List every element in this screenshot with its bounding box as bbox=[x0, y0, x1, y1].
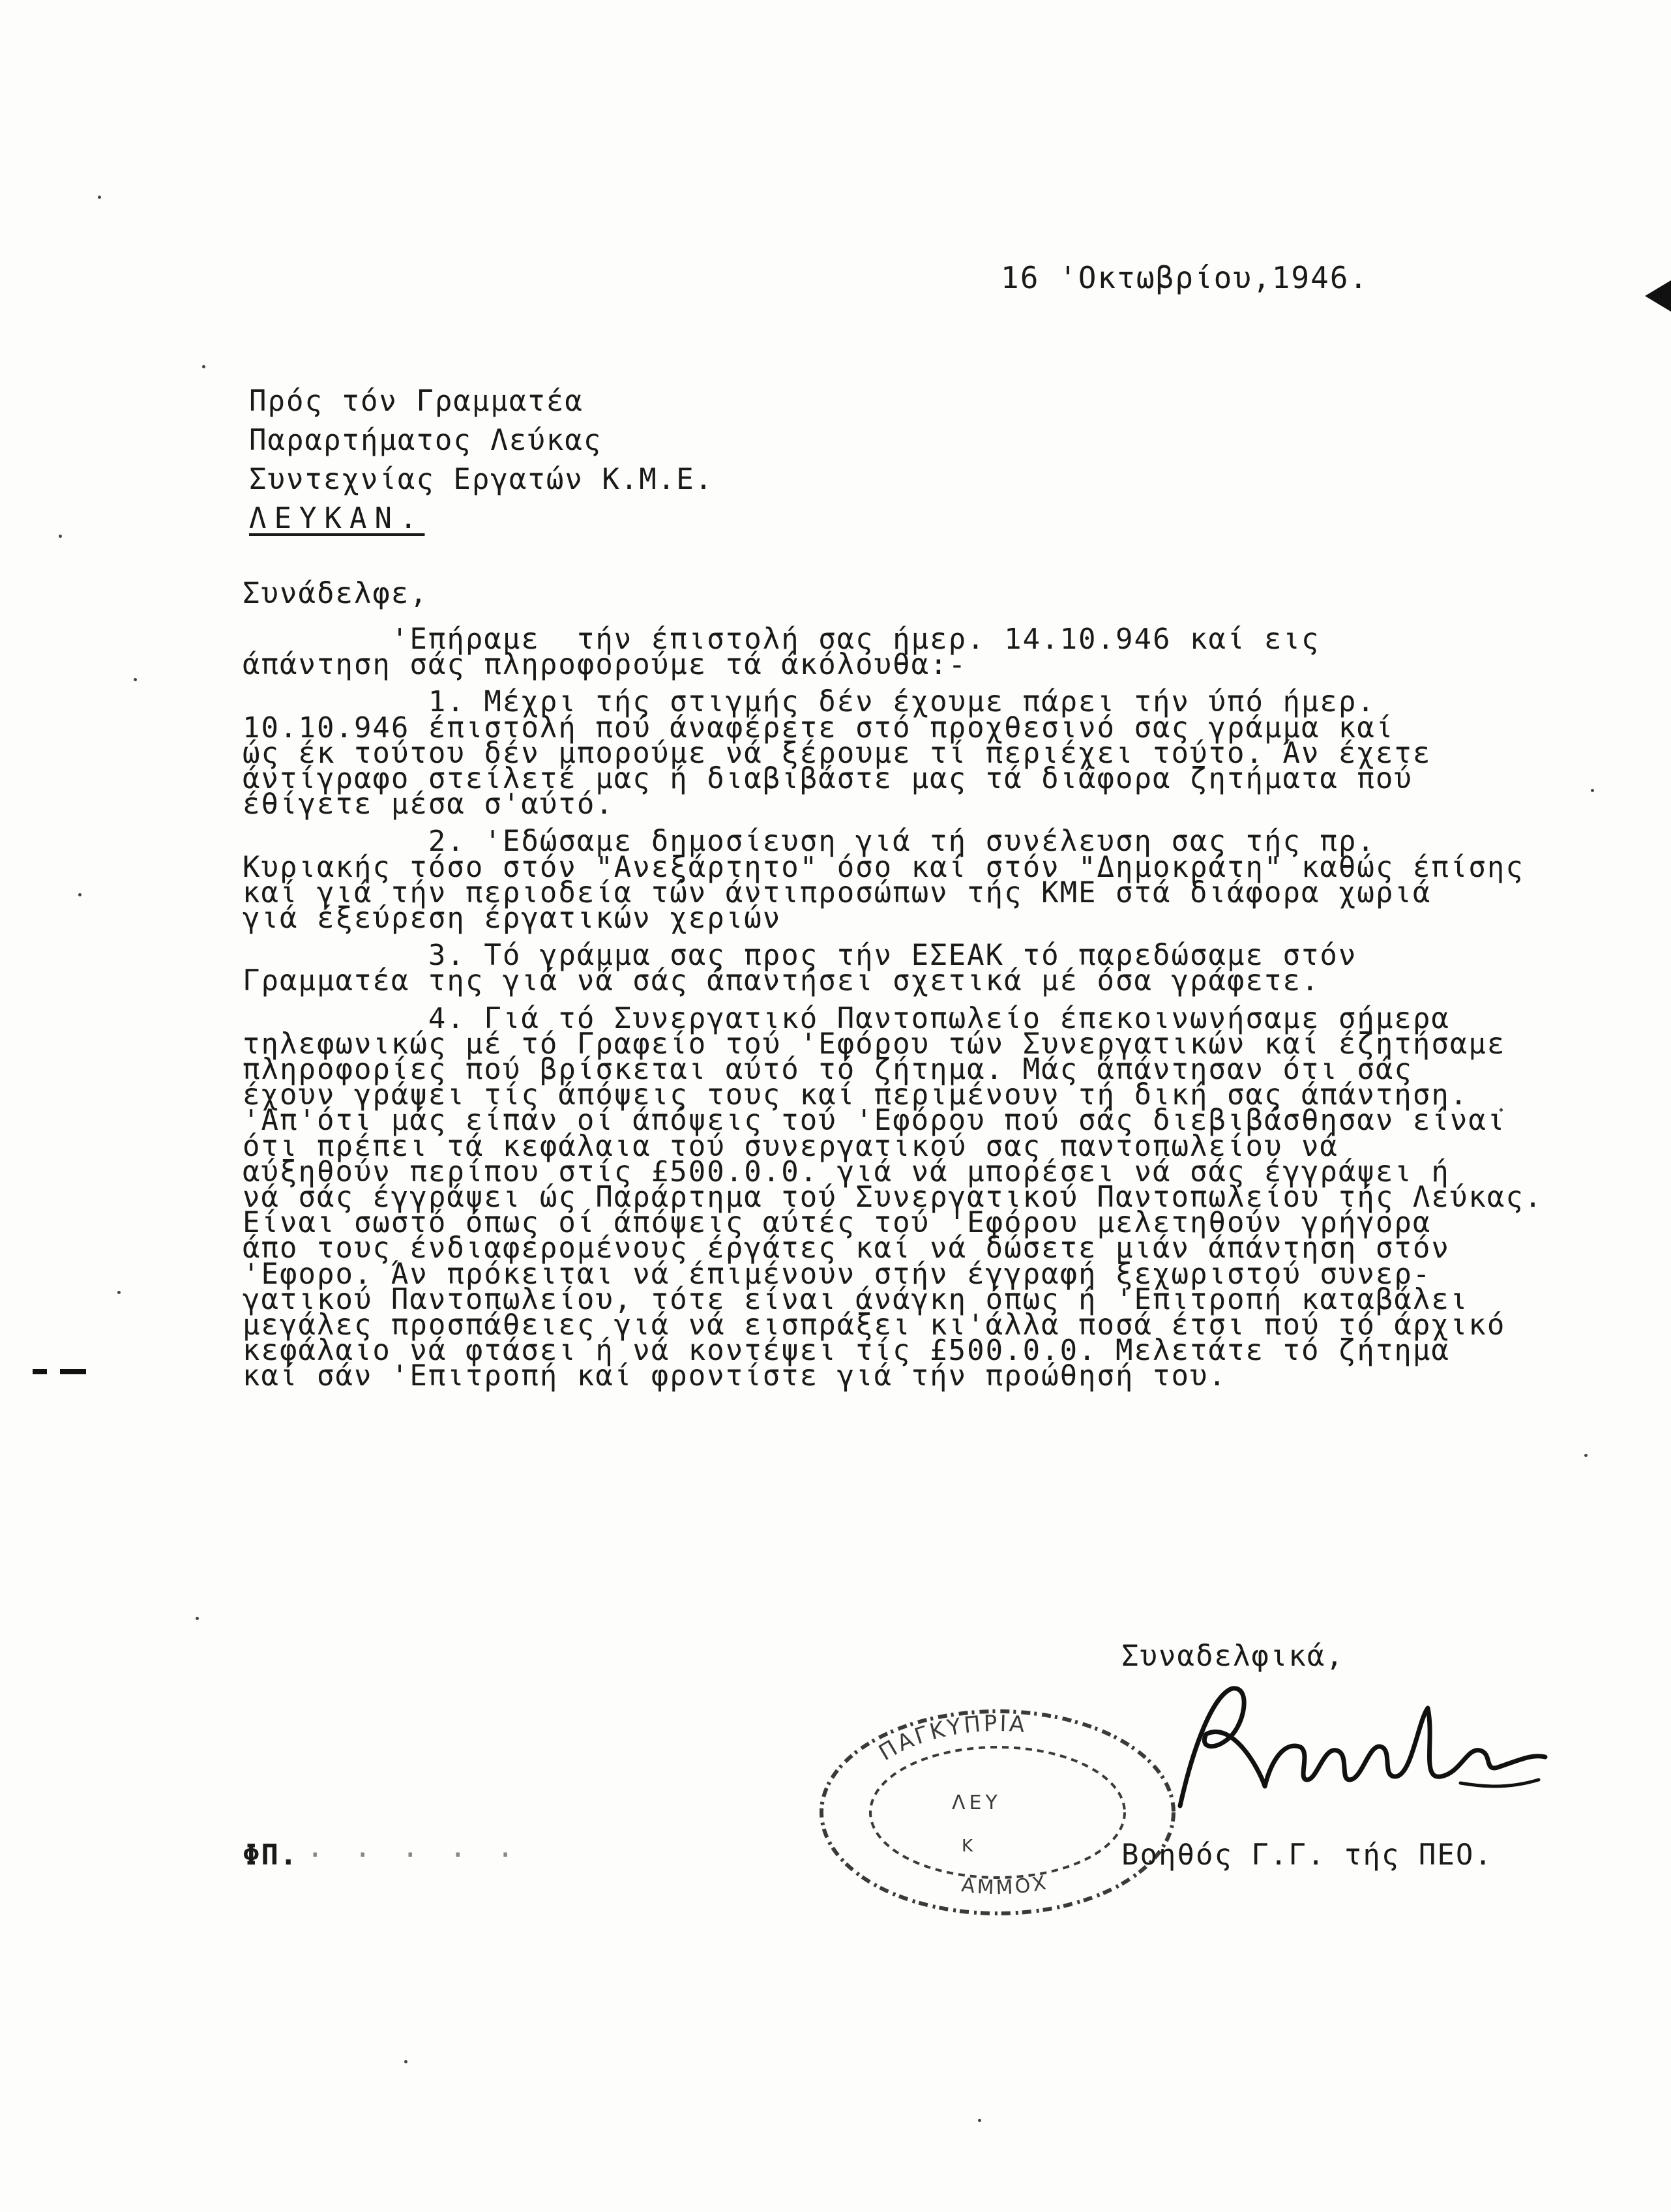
stamp-top-arc-text: ΠΑΓΚΥΠΡΙΑ bbox=[874, 1710, 1029, 1767]
footer-initials: ΦΠ. bbox=[243, 1838, 299, 1872]
body-line: 10.10.946 έπιστολή πού άναφέρετε στό προχθεσινό σας γράμμα καί bbox=[243, 711, 1395, 745]
salutation: Συνάδελφε, bbox=[243, 577, 428, 610]
svg-text:ΠΑΓΚΥΠΡΙΑ bbox=[874, 1711, 1028, 1766]
body-line: άπο τους ένδιαφερομένους έργάτες καί νά δώσετε μιάν άπάντηση στόν bbox=[243, 1231, 1450, 1265]
recipient-line-3: Συντεχνίας Εργατών Κ.Μ.Ε. bbox=[249, 463, 714, 496]
footer-dots: · · · · · bbox=[306, 1838, 521, 1872]
recipient-city: ΛΕΥΚΑΝ. bbox=[249, 502, 425, 535]
body-line: Κυριακής τόσο στόν "Ανεξάρτητο" όσο καί στόν "Δημοκράτη" καθώς έπίσης bbox=[243, 850, 1524, 884]
body-line: έθίγετε μέσα σ'αύτό. bbox=[243, 788, 614, 821]
body-line: 'Απ'ότι μάς είπαν οί άπόψεις τού 'Εφόρου πού σάς διεβιβάσθησαν είναι bbox=[243, 1104, 1506, 1138]
closing: Συναδελφικά, bbox=[1121, 1640, 1344, 1673]
body-line: έχουν γράψει τίς άπόψεις τους καί περιμένουν τή δική σας άπάντηση. bbox=[243, 1078, 1469, 1112]
body-line: ώς έκ τούτου δέν μπορούμε νά ξέρουμε τί περιέχει τούτο. Άν έχετε bbox=[243, 736, 1432, 770]
letter-date: 16 'Οκτωβρίου,1946. bbox=[1001, 260, 1369, 295]
body-line: καί σάν 'Επιτροπή καί φροντίστε γιά τήν προώθησή του. bbox=[243, 1359, 1227, 1393]
body-line: 'Εφορο. Άν πρόκειται νά έπιμένουν στήν έγγραφή ξεχωριστού συνερ- bbox=[243, 1257, 1432, 1291]
stamp-lower-text: Κ bbox=[962, 1836, 973, 1856]
body-line: αύξηθούν περίπου στίς £500.0.0. γιά νά μπορέσει νά σάς έγγράψει ή bbox=[243, 1155, 1450, 1188]
body-line: καί γιά τήν περιοδεία τών άντιπροσώπων τής ΚΜΕ στά διάφορα χωριά bbox=[243, 876, 1432, 909]
body-line: Γραμματέα της γιά νά σάς άπαντήσει σχετικά μέ όσα γράφετε. bbox=[243, 964, 1320, 998]
stamp-bottom-arc-text: ΑΜΜΟΧ bbox=[960, 1871, 1050, 1900]
margin-mark bbox=[33, 1369, 91, 1378]
body-line: μεγάλες προσπάθειες γιά νά εισπράξει κι'άλλα ποσά έτσι πού τό άρχικό bbox=[243, 1308, 1506, 1342]
body-line: άπάντηση σάς πληροφορούμε τά άκόλουθα:- bbox=[243, 648, 968, 682]
body-line: γατικού Παντοπωλείου, τότε είναι άνάγκη όπως ή 'Επιτροπή καταβάλει bbox=[243, 1282, 1469, 1316]
body-line: 4. Γιά τό Συνεργατικό Παντοπωλείο έπεκοινωνήσαμε σήμερα bbox=[243, 1001, 1450, 1035]
stamp-middle-text: ΛΕΥ bbox=[952, 1792, 1001, 1814]
recipient-line-2: Παραρτήματος Λεύκας bbox=[249, 424, 602, 457]
body-line: κεφάλαιο νά φτάσει ή νά κοντέψει τίς £500.0.0. Μελετάτε τό ζήτημα bbox=[243, 1334, 1450, 1368]
body-line: Είναι σωστό όπως οί άπόψεις αύτές τού 'Εφόρου μελετηθούν γρήγορα bbox=[243, 1206, 1432, 1240]
recipient-line-1: Πρός τόν Γραμματέα bbox=[249, 385, 584, 418]
body-line: τηλεφωνικώς μέ τό Γραφείο τού 'Εφόρου τών Συνεργατικών καί έζητήσαμε bbox=[243, 1027, 1506, 1061]
body-line: πληροφορίες πού βρίσκεται αύτό τό ζήτημα. Μάς άπάντησαν ότι σάς bbox=[243, 1053, 1413, 1086]
body-line: γιά έξεύρεση έργατικών χεριών bbox=[243, 902, 782, 935]
body-line: 1. Μέχρι τής στιγμής δέν έχουμε πάρει τήν ύπό ήμερ. bbox=[243, 685, 1376, 719]
body-line: 2. 'Εδώσαμε δημοσίευση γιά τή συνέλευση σας τής πρ. bbox=[243, 825, 1376, 859]
edge-mark bbox=[1645, 280, 1671, 312]
handwritten-signature bbox=[1154, 1669, 1558, 1838]
body-line: άντίγραφο στείλετέ μας ή διαβιβάστε μας τά διάφορα ζητήματα πού bbox=[243, 762, 1413, 795]
organization-stamp bbox=[812, 1705, 1183, 1920]
svg-text:ΑΜΜΟΧ bbox=[960, 1871, 1050, 1899]
body-line: 3. Τό γράμμα σας προς τήν ΕΣΕΑΚ τό παρεδώσαμε στόν bbox=[243, 939, 1357, 973]
body-line: 'Επήραμε τήν έπιστολή σας ήμερ. 14.10.946 καί εις bbox=[243, 623, 1320, 656]
body-line: νά σάς έγγράψει ώς Παράρτημα τού Συνεργατικού Παντοπωλείου τής Λεύκας. bbox=[243, 1181, 1543, 1214]
body-line: ότι πρέπει τά κεφάλαια τού συνεργατικού σας παντοπωλείου νά bbox=[243, 1129, 1338, 1163]
signatory-title: Βοηθός Γ.Γ. τής ΠΕΟ. bbox=[1121, 1838, 1493, 1872]
